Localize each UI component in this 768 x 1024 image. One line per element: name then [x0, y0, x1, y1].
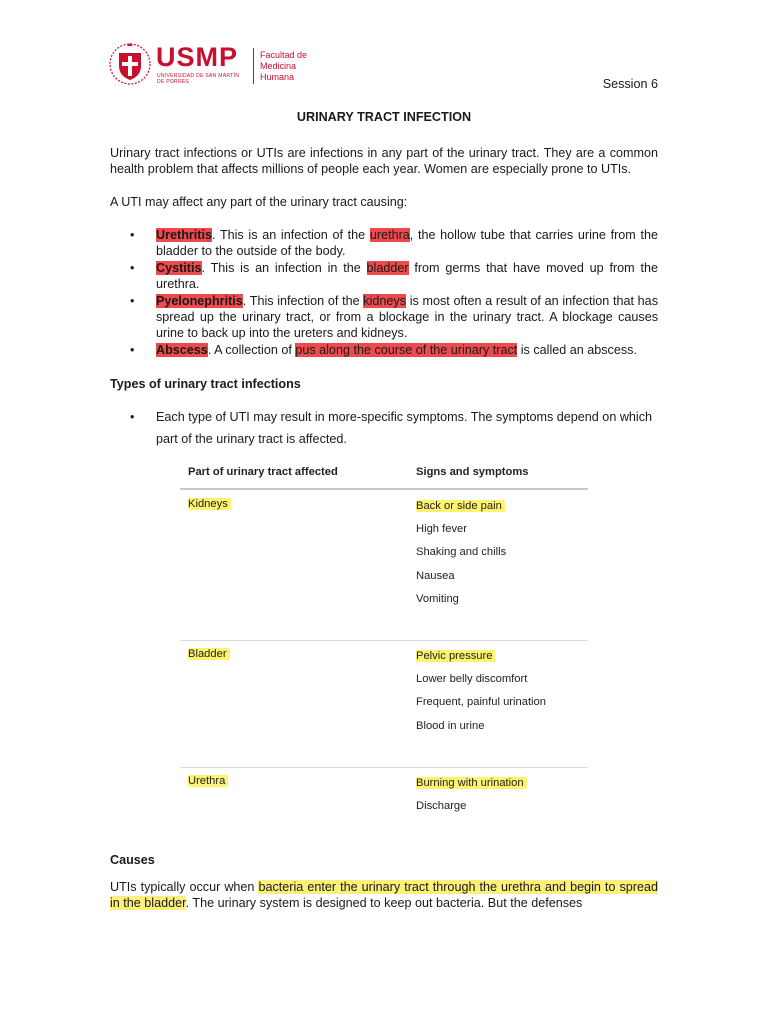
causes-paragraph [110, 879, 658, 911]
symptom-label: Pelvic pressure [416, 650, 495, 662]
text: . A collection of [207, 343, 296, 357]
usmp-shield-icon [108, 42, 152, 86]
symptoms-table [180, 460, 590, 820]
faculty-line-3: Humana [260, 72, 295, 82]
lead-paragraph: A UTI may affect any part of the urinary tract causing: [110, 195, 408, 209]
table-cell-symptom: Discharge [416, 800, 467, 812]
table-header-rule [180, 488, 588, 490]
table-cell-symptom: Lower belly discomfort [416, 673, 528, 685]
table-row-divider [180, 640, 588, 641]
bullet-icon: • [130, 261, 135, 275]
list-item [110, 260, 658, 292]
bullet-icon: • [130, 343, 135, 357]
text: from germs that have moved up from the urethra. [156, 261, 658, 291]
table-cell-symptom [416, 500, 505, 512]
table-cell-symptom: High fever [416, 523, 467, 535]
text: . The urinary system is designed to keep out bacteria. But the defenses [185, 896, 583, 910]
types-heading: Types of urinary tract infections [110, 377, 301, 391]
types-bullet-text: Each type of UTI may result in more-specific symptoms. The symptoms depend on which part of the urinary tract is affected. [156, 410, 653, 446]
term: Abscess [156, 343, 208, 357]
table-cell-symptom: Vomiting [416, 593, 459, 605]
term: Pyelonephritis [156, 294, 243, 308]
session-label: Session 6 [602, 77, 658, 91]
faculty-line-2: Medicina [260, 61, 297, 71]
intro-paragraph: Urinary tract infections or UTIs are infections in any part of the urinary tract. They are a common health problem that affects millions of people each year. Women are especially prone to UTIs. [110, 146, 658, 176]
types-bullet [110, 406, 658, 450]
bullet-icon: • [130, 228, 135, 242]
term: Cystitis [156, 261, 202, 275]
part-label: Bladder [188, 648, 230, 660]
bullet-icon: • [130, 294, 135, 308]
text: , the hollow tube that carries urine from the bladder to the outside of the body. [156, 228, 658, 258]
table-cell-symptom: Shaking and chills [416, 546, 507, 558]
table-cell-part [188, 648, 230, 660]
part-label: Kidneys [188, 498, 231, 510]
table-row-divider [180, 767, 588, 768]
table-cell-part [188, 775, 228, 787]
faculty-name [260, 50, 307, 83]
part-label: Urethra [188, 775, 228, 787]
highlight: bacteria enter the urinary tract through the urethra and begin to spread in the bladder [110, 880, 658, 910]
symptom-label: Burning with urination [416, 777, 527, 789]
list-item [110, 227, 658, 259]
logo-wordmark: USMP [156, 42, 239, 72]
list-item [110, 293, 658, 341]
logo-divider [253, 48, 254, 84]
highlight: bladder [366, 261, 409, 275]
usmp-logo [108, 42, 313, 88]
text: UTIs typically occur when [110, 880, 259, 894]
faculty-line-1: Facultad de [260, 50, 308, 60]
table-cell-symptom: Blood in urine [416, 720, 485, 732]
list-item [110, 342, 658, 358]
table-cell-symptom [416, 777, 527, 789]
table-header-symptoms: Signs and symptoms [416, 466, 529, 478]
symptom-label: Back or side pain [416, 500, 505, 512]
text: . This is an infection of the [211, 228, 370, 242]
table-header-part: Part of urinary tract affected [188, 466, 338, 478]
table-cell-part [188, 498, 231, 510]
text: is most often a result of an infection that has spread up the urinary tract, or from a blockage in the urinary tract. A blockage causes urine to back up into the ureters and kidneys. [156, 294, 658, 340]
text: . This is an infection in the [201, 261, 367, 275]
logo-university: UNIVERSIDAD DE SAN MARTÍN DE PORRES [157, 73, 240, 85]
term: Urethritis [156, 228, 212, 242]
table-cell-symptom [416, 650, 495, 662]
infection-types-list [110, 227, 658, 359]
text: is called an abscess. [517, 343, 637, 357]
bullet-icon: • [130, 410, 135, 424]
highlight: urethra [369, 228, 410, 242]
table-cell-symptom: Frequent, painful urination [416, 696, 546, 708]
table-cell-symptom: Nausea [416, 570, 455, 582]
highlight: kidneys [363, 294, 406, 308]
document-title: URINARY TRACT INFECTION [296, 110, 472, 124]
text: . This infection of the [242, 294, 364, 308]
highlight: pus along the course of the urinary tract [295, 343, 518, 357]
causes-heading: Causes [110, 853, 155, 867]
